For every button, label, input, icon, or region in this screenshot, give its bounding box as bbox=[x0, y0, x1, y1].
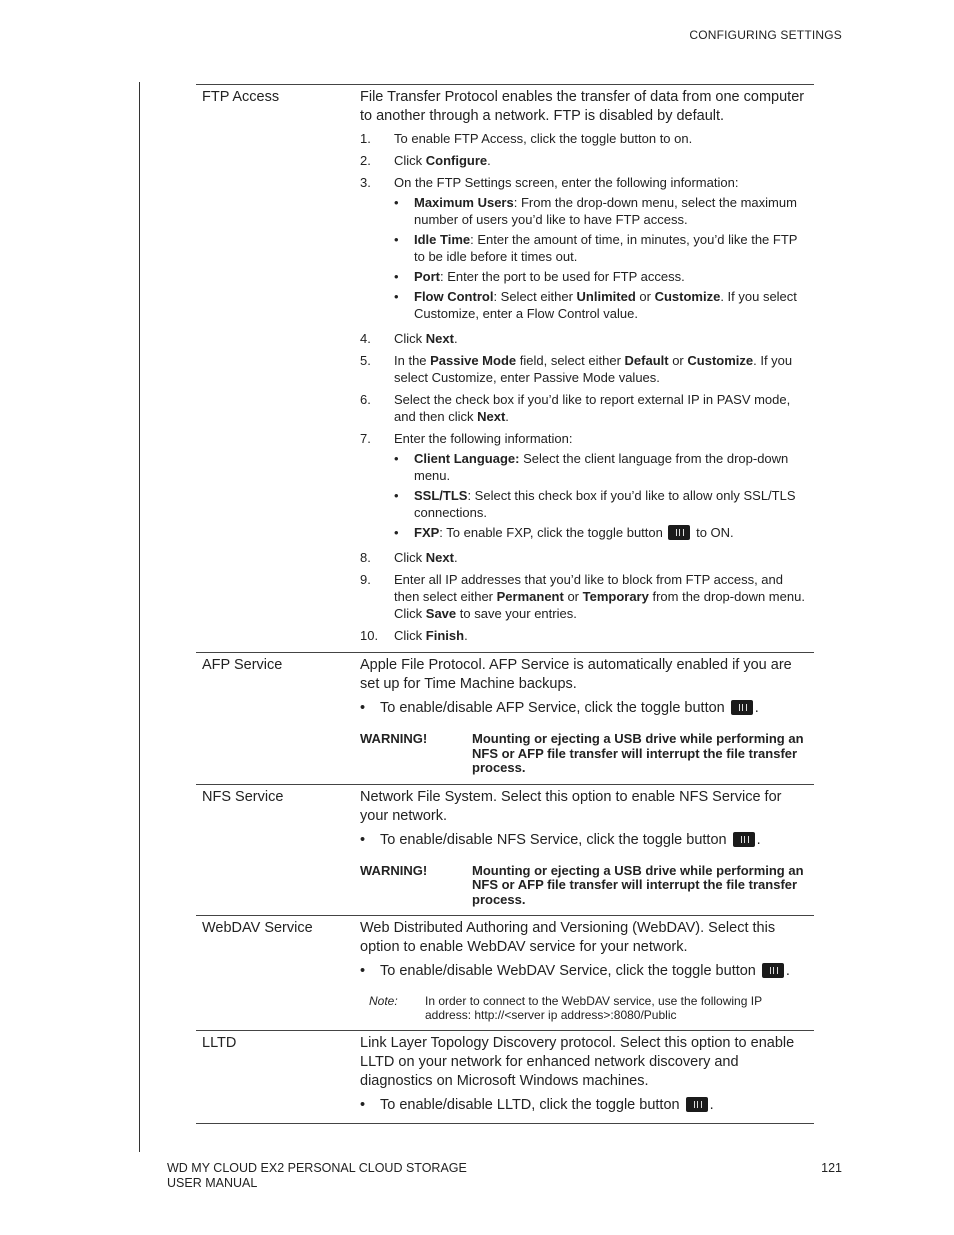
table-row-ftp bbox=[196, 85, 814, 653]
intro-text: Network File System. Select this option to enable NFS Service for your network. bbox=[360, 788, 782, 824]
intro-text: Link Layer Topology Discovery protocol. Select this option to enable LLTD on your network for enhanced network discovery and diagnostics on Microsoft Windows machines. bbox=[360, 1035, 795, 1089]
row-label: LLTD bbox=[202, 1035, 237, 1051]
list-item: 2. Click Configure. bbox=[360, 153, 491, 168]
margin-rule bbox=[139, 82, 140, 1152]
section-header: CONFIGURING SETTINGS bbox=[689, 28, 842, 42]
table-row-lltd bbox=[196, 1031, 814, 1124]
row-label: AFP Service bbox=[202, 657, 283, 673]
footer-title: WD MY CLOUD EX2 PERSONAL CLOUD STORAGE USER MANUAL bbox=[167, 1161, 467, 1190]
page-number: 121 bbox=[821, 1161, 842, 1175]
row-description bbox=[360, 788, 814, 908]
list-item: • To enable/disable LLTD, click the toggle button . bbox=[360, 1097, 714, 1113]
row-label: WebDAV Service bbox=[202, 920, 313, 936]
intro-text: File Transfer Protocol enables the transfer of data from one computer to another through a network. FTP is disabled by default. bbox=[360, 89, 805, 124]
sub-list bbox=[394, 194, 810, 322]
list-item: 3. On the FTP Settings screen, enter the following information: • Maximum Users: From the drop-down menu, select the maximum number of users you’d like to have FTP access. • Idle Time: Enter the amount of time, in minutes, you’d like the FTP to be idle before it times out. • Port: Enter the port to be used for FTP access. • Flow Control: Select either Unlimited or Customize. If you select Customize, enter a Flow Control value. bbox=[360, 174, 810, 325]
list-item: 7. Enter the following information: • Client Language: Select the client language from the drop-down menu. • SSL/TLS: Select this check box if you’d like to allow only SSL/TLS connections. • FXP: To enable FXP, click the toggle button to ON. bbox=[360, 430, 810, 544]
toggle-icon bbox=[731, 700, 753, 715]
sub-list bbox=[394, 450, 810, 541]
list-item: 6. Select the check box if you’d like to report external IP in PASV mode, and then click Next. bbox=[360, 392, 791, 424]
row-label: FTP Access bbox=[202, 89, 280, 105]
note-box: Note: In order to connect to the WebDAV service, use the following IP address: http://<server ip address>:8080/Public bbox=[369, 994, 762, 1022]
step-list bbox=[360, 130, 810, 644]
intro-text: Web Distributed Authoring and Versioning (WebDAV). Select this option to enable WebDAV service for your network. bbox=[360, 920, 776, 955]
table-row-afp bbox=[196, 653, 814, 785]
row-description bbox=[360, 919, 814, 1022]
list-item: • Maximum Users: From the drop-down menu, select the maximum number of users you’d like to have FTP access. bbox=[394, 195, 797, 227]
toggle-icon bbox=[733, 832, 755, 847]
list-item: • To enable/disable WebDAV Service, click the toggle button . bbox=[360, 963, 790, 979]
list-item: • Flow Control: Select either Unlimited or Customize. If you select Customize, enter a Flow Control value. bbox=[394, 289, 797, 321]
list-item: • Idle Time: Enter the amount of time, in minutes, you’d like the FTP to be idle before it times out. bbox=[394, 232, 798, 264]
row-description bbox=[360, 656, 814, 776]
toggle-icon bbox=[686, 1097, 708, 1112]
settings-table bbox=[196, 84, 814, 1124]
warning-box: WARNING! Mounting or ejecting a USB drive while performing an NFS or AFP file transfer will interrupt the file transfer process. bbox=[360, 731, 804, 775]
list-item: 10. Click Finish. bbox=[360, 628, 468, 643]
row-description bbox=[360, 1034, 814, 1115]
table-row-nfs bbox=[196, 785, 814, 917]
list-item: 8. Click Next. bbox=[360, 550, 458, 565]
list-item: • FXP: To enable FXP, click the toggle button to ON. bbox=[394, 525, 734, 540]
list-item: 1. To enable FTP Access, click the toggle button to on. bbox=[360, 131, 693, 146]
row-label: NFS Service bbox=[202, 788, 284, 805]
intro-text: Apple File Protocol. AFP Service is automatically enabled if you are set up for Time Machine backups. bbox=[360, 657, 792, 692]
toggle-icon bbox=[762, 963, 784, 978]
row-description bbox=[360, 88, 814, 644]
list-item: 5. In the Passive Mode field, select either Default or Customize. If you select Customize, enter Passive Mode values. bbox=[360, 353, 793, 385]
table-row-webdav bbox=[196, 916, 814, 1031]
list-item: 9. Enter all IP addresses that you’d like to block from FTP access, and then select either Permanent or Temporary from the drop-down menu. Click Save to save your entries. bbox=[360, 572, 805, 621]
list-item: • Port: Enter the port to be used for FTP access. bbox=[394, 269, 685, 284]
toggle-icon bbox=[668, 525, 690, 540]
list-item: • SSL/TLS: Select this check box if you’d like to allow only SSL/TLS connections. bbox=[394, 488, 796, 520]
list-item: • To enable/disable NFS Service, click the toggle button . bbox=[360, 831, 761, 848]
warning-box: WARNING! Mounting or ejecting a USB drive while performing an NFS or AFP file transfer will interrupt the file transfer process. bbox=[360, 862, 804, 907]
list-item: • To enable/disable AFP Service, click the toggle button . bbox=[360, 700, 759, 716]
list-item: 4. Click Next. bbox=[360, 331, 458, 346]
list-item: • Client Language: Select the client language from the drop-down menu. bbox=[394, 451, 789, 483]
